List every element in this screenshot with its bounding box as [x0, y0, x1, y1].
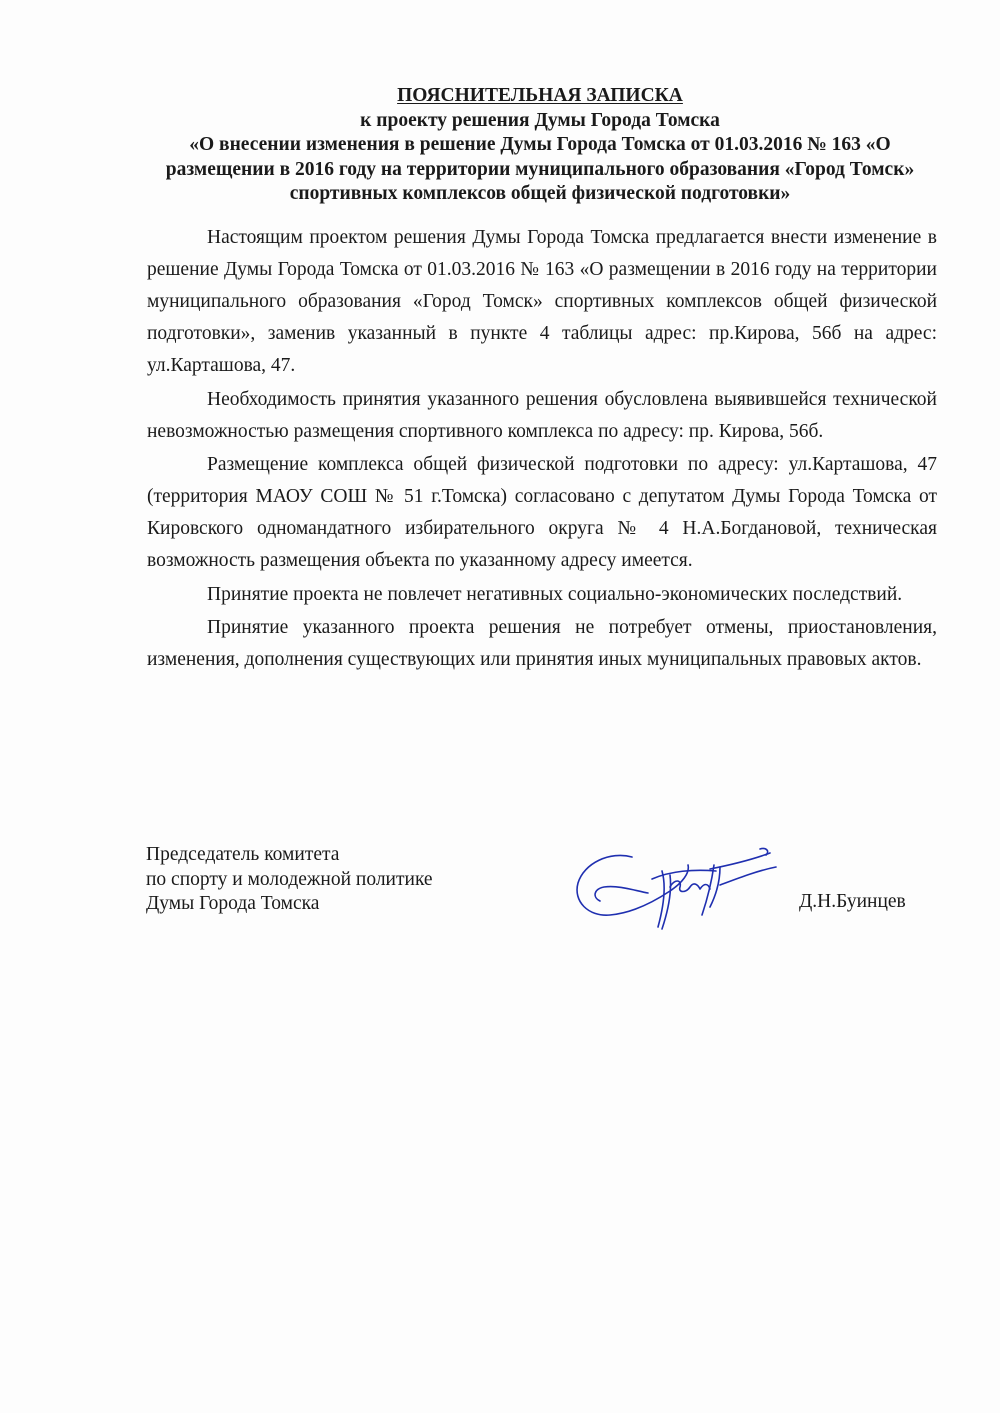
paragraph-3: Размещение комплекса общей физической подготовки по адресу: ул.Карташова, 47 (территория МАОУ СОШ № 51 г.Томска) согласовано с депутатом Думы Города Томска от Кировского одномандатного избирательного округа № 4 Н.А.Богдановой, техническая возможность размещения объекта по указанному адресу имеется.	[147, 454, 937, 571]
header-line-3: «О внесении изменения в решение Думы Города Томска от 01.03.2016 № 163 «О	[189, 134, 891, 155]
header-line-4: размещении в 2016 году на территории муниципального образования «Город Томск»	[165, 158, 915, 180]
document-body	[147, 222, 937, 678]
paragraph-2: Необходимость принятия указанного решения обусловлена выявившейся технической невозможностью размещения спортивного комплекса по адресу: пр. Кирова, 56б.	[147, 388, 937, 442]
document-title: ПОЯСНИТЕЛЬНАЯ ЗАПИСКА	[397, 85, 683, 106]
document-header	[100, 84, 980, 207]
signatory-line-2: по спорту и молодежной политике	[146, 868, 433, 890]
handwritten-signature	[570, 845, 780, 935]
paragraph-5: Принятие указанного проекта решения не потребует отмены, приостановления, изменения, дополнения существующих или принятия иных муниципальных правовых актов.	[147, 617, 937, 670]
header-line-2: к проекту решения Думы Города Томска	[360, 109, 720, 131]
signatory-line-3: Думы Города Томска	[146, 893, 320, 914]
signatory-position	[146, 843, 433, 917]
paragraph-1: Настоящим проектом решения Думы Города Томска предлагается внести изменение в решение Думы Города Томска от 01.03.2016 № 163 «О размещении в 2016 году на территории муниципального образования «Город Томск» спортивных комплексов общей физической подготовки», заменив указанный в пункте 4 таблицы адрес: пр.Кирова, 56б на адрес: ул.Карташова, 47.	[147, 227, 937, 376]
paragraph-4: Принятие проекта не повлечет негативных социально-экономических последствий.	[207, 583, 903, 605]
signatory-line-1: Председатель комитета	[146, 844, 340, 865]
header-line-5: спортивных комплексов общей физической подготовки»	[289, 183, 791, 204]
signatory-name: Д.Н.Буинцев	[799, 891, 906, 912]
